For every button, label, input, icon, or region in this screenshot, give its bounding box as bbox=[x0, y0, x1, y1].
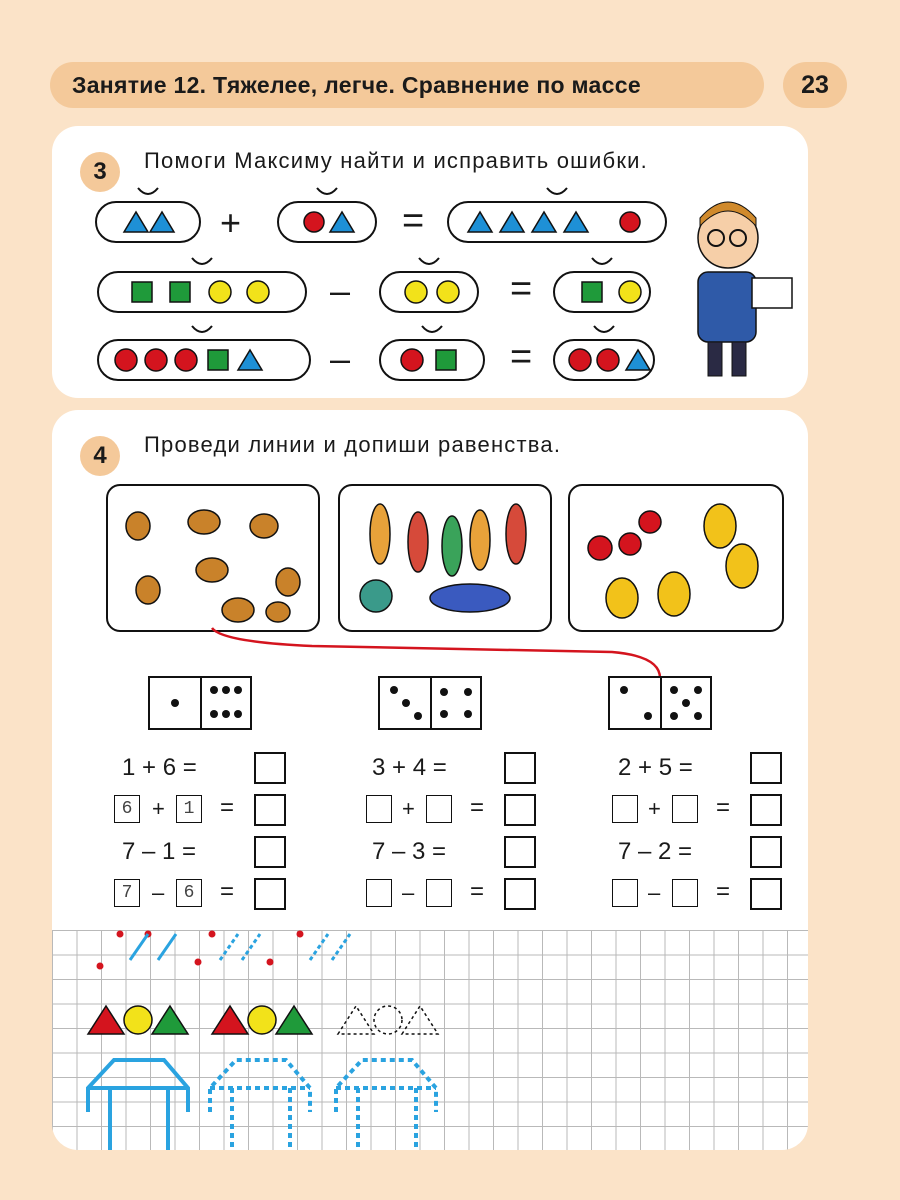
task-4-card bbox=[52, 410, 808, 1150]
answer-box[interactable] bbox=[504, 794, 536, 826]
minus-sign: – bbox=[330, 338, 351, 379]
plus-sign: + bbox=[402, 796, 415, 821]
minus-sign: – bbox=[330, 270, 351, 311]
fruit-icons bbox=[570, 486, 782, 630]
minus-sign: – bbox=[152, 880, 165, 905]
plus-sign: + bbox=[220, 202, 242, 243]
answer-box[interactable] bbox=[254, 752, 286, 784]
equals-sign: = bbox=[220, 878, 235, 905]
page-number: 23 bbox=[783, 62, 847, 108]
task-3-number: 3 bbox=[80, 152, 120, 192]
tracing-patterns bbox=[52, 930, 808, 1150]
domino-1-6[interactable] bbox=[148, 676, 252, 730]
empty-digit-box[interactable] bbox=[366, 795, 392, 823]
equals-sign: = bbox=[716, 794, 731, 821]
task-3-instruction: Помоги Максиму найти и исправить ошибки. bbox=[144, 148, 648, 173]
lesson-title: Занятие 12. Тяжелее, легче. Сравнение по массе bbox=[72, 72, 641, 98]
answer-box[interactable] bbox=[504, 878, 536, 910]
dotted-digit-box: 6 bbox=[114, 795, 140, 823]
plus-sign: + bbox=[152, 796, 165, 821]
plus-sign: + bbox=[648, 796, 661, 821]
skittles-icons bbox=[340, 486, 550, 630]
equals-sign: = bbox=[220, 794, 235, 821]
empty-digit-box[interactable] bbox=[366, 879, 392, 907]
answer-box[interactable] bbox=[750, 836, 782, 868]
dotted-digit-box: 7 bbox=[114, 879, 140, 907]
lesson-header bbox=[50, 62, 764, 108]
dotted-digit-box: 1 bbox=[176, 795, 202, 823]
domino-2-5[interactable] bbox=[608, 676, 712, 730]
empty-digit-box[interactable] bbox=[612, 879, 638, 907]
acorn-icons bbox=[108, 486, 318, 630]
minus-sign: – bbox=[648, 880, 661, 905]
equals-sign: = bbox=[402, 200, 425, 242]
task-3-card bbox=[52, 126, 808, 398]
minus-sign: – bbox=[402, 880, 415, 905]
empty-digit-box[interactable] bbox=[426, 795, 452, 823]
equals-sign: = bbox=[470, 794, 485, 821]
equation-3-3: 7 – 2 = bbox=[618, 838, 693, 865]
maksim-illustration bbox=[698, 202, 792, 376]
equation-1-1: 1 + 6 = bbox=[122, 754, 197, 781]
acorns-picture[interactable] bbox=[106, 484, 320, 632]
answer-box[interactable] bbox=[504, 752, 536, 784]
answer-box[interactable] bbox=[254, 836, 286, 868]
domino-3-4[interactable] bbox=[378, 676, 482, 730]
answer-box[interactable] bbox=[750, 794, 782, 826]
equals-sign: = bbox=[716, 878, 731, 905]
answer-box[interactable] bbox=[750, 878, 782, 910]
shape-equations bbox=[52, 126, 808, 398]
fruits-picture[interactable] bbox=[568, 484, 784, 632]
toys-picture[interactable] bbox=[338, 484, 552, 632]
empty-digit-box[interactable] bbox=[426, 879, 452, 907]
answer-box[interactable] bbox=[504, 836, 536, 868]
empty-digit-box[interactable] bbox=[672, 879, 698, 907]
answer-box[interactable] bbox=[750, 752, 782, 784]
dotted-digit-box: 6 bbox=[176, 879, 202, 907]
equals-sign: = bbox=[510, 336, 533, 378]
empty-digit-box[interactable] bbox=[612, 795, 638, 823]
equals-sign: = bbox=[510, 268, 533, 310]
answer-box[interactable] bbox=[254, 878, 286, 910]
answer-box[interactable] bbox=[254, 794, 286, 826]
equation-2-1: 3 + 4 = bbox=[372, 754, 447, 781]
task-4-instruction: Проведи линии и допиши равенства. bbox=[144, 432, 562, 457]
equation-2-3: 7 – 3 = bbox=[372, 838, 447, 865]
equals-sign: = bbox=[470, 878, 485, 905]
empty-digit-box[interactable] bbox=[672, 795, 698, 823]
equation-3-1: 2 + 5 = bbox=[618, 754, 693, 781]
equation-1-3: 7 – 1 = bbox=[122, 838, 197, 865]
task-4-number: 4 bbox=[80, 436, 120, 476]
